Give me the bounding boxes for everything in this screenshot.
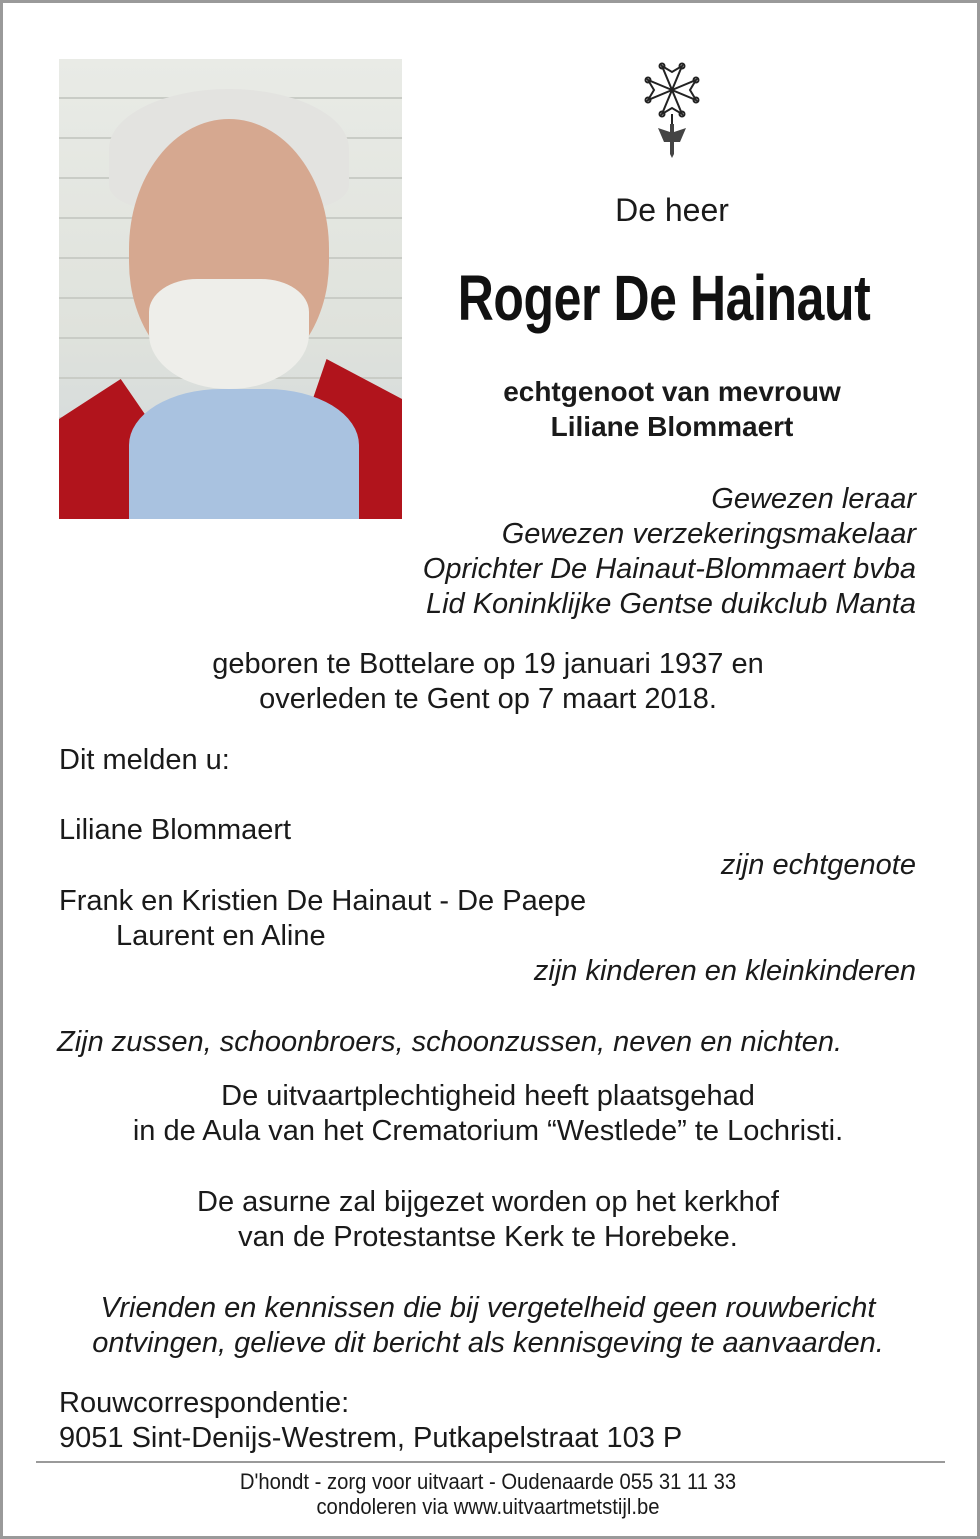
burial-line: van de Protestantse Kerk te Horebeke. — [238, 1221, 738, 1253]
footer-divider — [36, 1461, 945, 1463]
spouse-line-2: Liliane Blommaert — [550, 411, 794, 442]
birth-line: geboren te Bottelare op 19 januari 1937 en — [212, 648, 764, 680]
death-line: overleden te Gent op 7 maart 2018. — [259, 683, 717, 715]
portrait-photo — [59, 59, 402, 519]
family-spouse: Liliane Blommaert — [59, 814, 292, 846]
spouse-line-1: echtgenoot van mevrouw — [503, 376, 841, 407]
family-grandchildren: Laurent en Aline — [116, 920, 326, 952]
announce: Dit melden u: — [59, 744, 230, 776]
role: Lid Koninklijke Gentse duikclub Manta — [425, 588, 916, 620]
burial-line: De asurne zal bijgezet worden op het kerkhof — [197, 1186, 779, 1218]
correspondence-label: Rouwcorrespondentie: — [59, 1387, 350, 1419]
footer-condolence-link[interactable]: condoleren via www.uitvaartmetstijl.be — [316, 1494, 660, 1519]
footer-funeral-home: D'hondt - zorg voor uitvaart - Oudenaarde 055 31 11 33 — [239, 1469, 737, 1494]
notice-line: Vrienden en kennissen die bij vergetelheid geen rouwbericht — [100, 1292, 876, 1324]
correspondence-address: 9051 Sint-Denijs-Westrem, Putkapelstraat 103 P — [59, 1422, 683, 1454]
role: Gewezen leraar — [711, 483, 916, 515]
ceremony-line: in de Aula van het Crematorium “Westlede” te Lochristi. — [132, 1115, 844, 1147]
family-spouse-relation: zijn echtgenote — [720, 849, 916, 881]
family-children: Frank en Kristien De Hainaut - De Paepe — [59, 885, 587, 917]
role: Gewezen verzekeringsmakelaar — [501, 518, 916, 550]
huguenot-cross-icon — [640, 60, 704, 158]
deceased-name: Roger De Hainaut — [457, 262, 871, 334]
title: De heer — [615, 192, 729, 228]
notice-line: ontvingen, gelieve dit bericht als kennisgeving te aanvaarden. — [92, 1327, 884, 1359]
role: Oprichter De Hainaut-Blommaert bvba — [422, 553, 916, 585]
family-children-relation: zijn kinderen en kleinkinderen — [533, 955, 916, 987]
ceremony-line: De uitvaartplechtigheid heeft plaatsgehad — [221, 1080, 755, 1112]
family-others: Zijn zussen, schoonbroers, schoonzussen, neven en nichten. — [57, 1026, 843, 1058]
